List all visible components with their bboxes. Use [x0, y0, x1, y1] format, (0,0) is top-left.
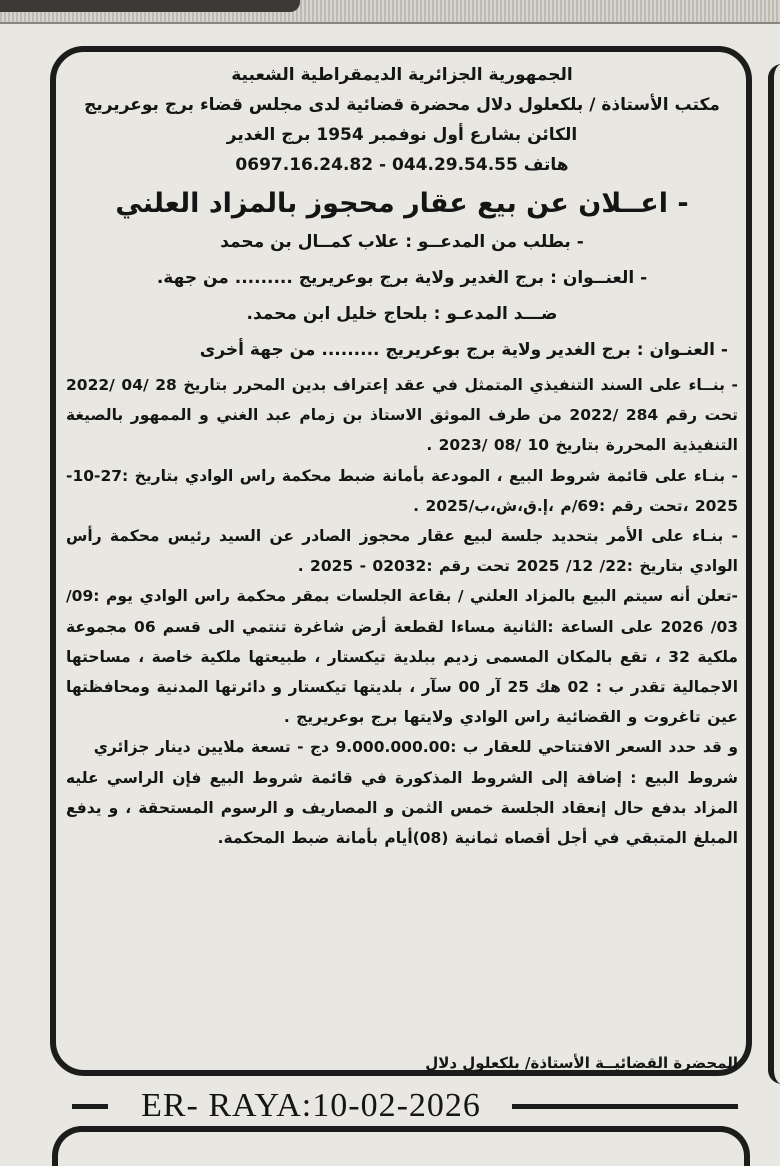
announcement-content: [66, 60, 738, 853]
announcement-title: - اعــلان عن بيع عقار محجوز بالمزاد العلني: [115, 188, 689, 219]
newspaper-footer: [0, 1086, 780, 1126]
header-address: الكائن بشارع أول نوفمبر 1954 برج الغدير: [226, 125, 578, 145]
paragraph-sale-conditions-list: - بنـاء على قائمة شروط البيع ، المودعة بأمانة ضبط محكمة راس الوادي بتاريخ :27-10-2025 ،تحت رقم :69/م ،إ.ق،ش،ب/2025 .: [66, 466, 738, 515]
against-address-line: - العنـوان : برج الغدير ولاية برج بوعريريج ......... من جهة أخرى: [199, 340, 728, 360]
footer-rule-right: [512, 1104, 738, 1109]
requester-line: - بطلب من المدعــو : علاب كمــال بن محمد: [220, 232, 584, 252]
previous-page-bar: [0, 0, 300, 12]
paragraph-sale-terms: شروط البيع : إضافة إلى الشروط المذكورة في قائمة شروط البيع فإن الراسي عليه المزاد بدفع حال إنعقاد الجلسة خمس الثمن و المصاريف و الرسوم المستحقة ، و يدفع المبلغ المتبقي في أجل أقصاه ثمانية (08)أيام بأمانة ضبط المحكمة.: [66, 768, 738, 848]
next-announcement-frame: [52, 1126, 750, 1166]
header-phone: هاتف 044.29.54.55 - 0697.16.24.82: [235, 155, 569, 175]
header-republic: الجمهورية الجزائرية الديمقراطية الشعبية: [231, 65, 573, 85]
footer-rule-left: [72, 1104, 108, 1109]
against-line: ضـــد المدعـو : بلحاج خليل ابن محمد.: [246, 304, 558, 324]
requester-address-line: - العنــوان : برج الغدير ولاية برج بوعريريج ......... من جهة.: [156, 268, 648, 288]
adjacent-column-border: [768, 64, 780, 1084]
paragraph-opening-price: و قد حدد السعر الافتتاحي للعقار ب :9.000.000.00 دج - تسعة ملايين دينار جزائري: [93, 738, 738, 757]
newspaper-date-stamp: ER- RAYA:10-02-2026: [141, 1087, 481, 1124]
signature-line: المحضرة القضائيــة الأستاذة/ بلكعلول دلال: [425, 1054, 738, 1072]
paragraph-session-order: - بنـاء على الأمر بتحديد جلسة لبيع عقار محجوز الصادر عن السيد رئيس محكمة رأس الوادي بتاريخ :22/ 12/ 2025 تحت رقم :02032 - 2025 .: [66, 527, 738, 576]
paragraph-executive-title: - بنــاء على السند التنفيذي المتمثل في عقد إعتراف بدين المحرر بتاريخ 28 /04 /2022 تحت رقم 284 /2022 من طرف الموثق الاستاذ بن زمام عبد الغني و الممهور بالصيغة التنفيذية المحررة بتاريخ 10 /08 /2023 .: [66, 376, 739, 455]
header-office: مكتب الأستاذة / بلكعلول دلال محضرة قضائية لدى مجلس قضاء برج بوعريريج: [84, 95, 720, 115]
previous-page-strip: [0, 0, 780, 24]
paragraph-auction-details: -تعلن أنه سيتم البيع بالمزاد العلني / بقاعة الجلسات بمقر محكمة راس الوادي يوم :09/ 03/ 2026 على الساعة :الثانية مساءا لقطعة أرض شاغرة تنتمي الى قسم 06 مجموعة ملكية 32 ، تقع بالمكان المسمى زديم ببلدية تيكستار ، طبيعتها ملكية خاصة ، مساحتها الاجمالية تقدر ب : 02 هك 25 آر 00 سآر ، بلديتها تيكستار و دائرتها المدنية ومحافظتها عين تاغروت و القضائية راس الوادي ولايتها برج بوعريريج .: [66, 587, 739, 727]
